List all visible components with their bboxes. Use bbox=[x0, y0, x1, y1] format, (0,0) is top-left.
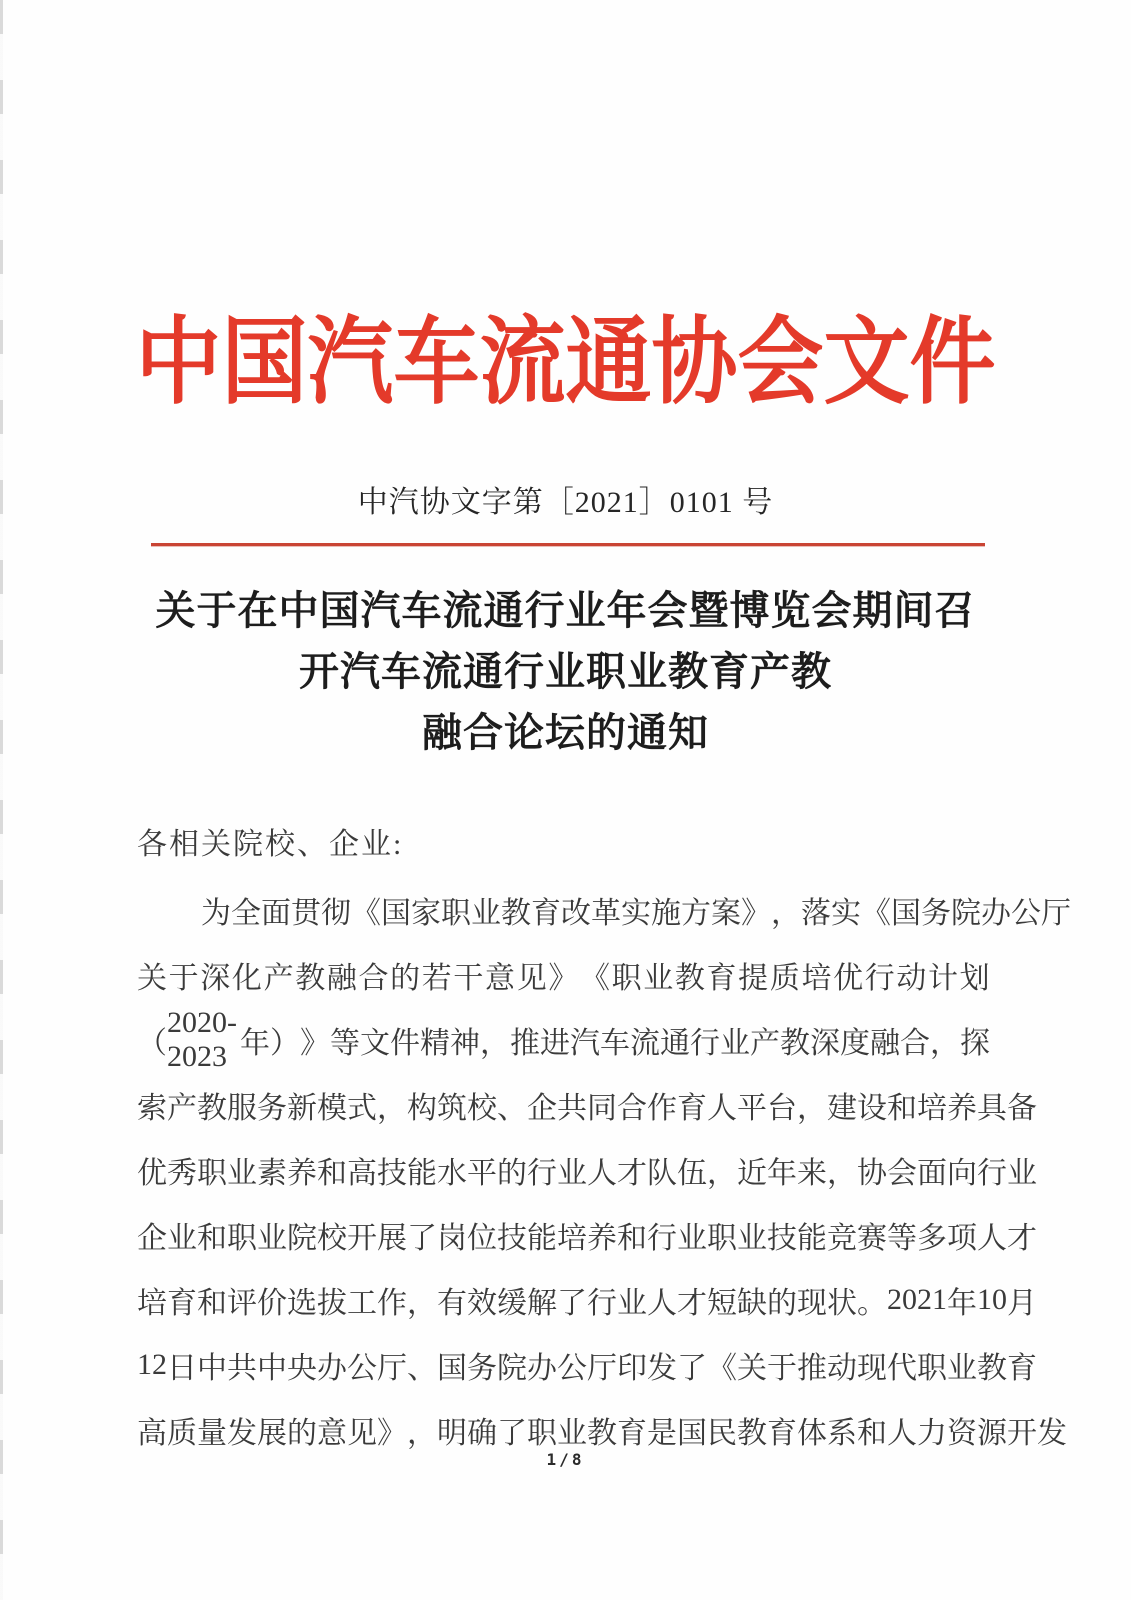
notice-title bbox=[0, 580, 1131, 763]
body-line-4: 索 产 教 服 务 新 模 式 ， 构 筑 校 、 企 共 同 合 作 育 人 平 台 ， 建 设 和 培 养 具 备 bbox=[137, 1091, 1037, 1125]
doc-number: 中汽协文字第［2021］0101 号 bbox=[357, 486, 774, 519]
red-divider-line bbox=[151, 543, 985, 546]
scan-edge-artifact bbox=[0, 0, 3, 1600]
org-title: 中国汽车流通协会文件 bbox=[135, 310, 996, 416]
body-line-1: 为 全 面 贯 彻 《 国 家 职 业 教 育 改 革 实 施 方 案 》 ， 落 实 《 国 务 院 办 公 厅 bbox=[201, 896, 1071, 930]
body-line-3: （ 2020-2023 年 ） 》 等 文 件 精 神 ， 推 进 汽 车 流 通 行 业 产 教 深 度 融 合 ， 探 bbox=[137, 1005, 990, 1073]
document-body bbox=[137, 812, 1071, 1462]
body-line-5: 优 秀 职 业 素 养 和 高 技 能 水 平 的 行 业 人 才 队 伍 ， 近 年 来 ， 协 会 面 向 行 业 bbox=[137, 1156, 1037, 1190]
salutation: 各相关院校、企业: bbox=[137, 828, 404, 861]
body-line-9: 高 质 量 发 展 的 意 见 》 ， 明 确 了 职 业 教 育 是 国 民 教 育 体 系 和 人 力 资 源 开 发 bbox=[137, 1416, 1067, 1450]
body-line-6: 企 业 和 职 业 院 校 开 展 了 岗 位 技 能 培 养 和 行 业 职 业 技 能 竞 赛 等 多 项 人 才 bbox=[137, 1221, 1037, 1255]
notice-title-line-3: 融合论坛的通知 bbox=[422, 710, 709, 755]
body-line-7: 培 育 和 评 价 选 拔 工 作 ， 有 效 缓 解 了 行 业 人 才 短 缺 的 现 状 。 2021 年 10 月 bbox=[137, 1282, 1037, 1320]
notice-title-line-2: 开汽车流通行业职业教育产教 bbox=[299, 649, 832, 694]
page-number: 1/8 bbox=[546, 1450, 585, 1469]
body-line-8: 12 日 中 共 中 央 办 公 厅 、 国 务 院 办 公 厅 印 发 了 《 关 于 推 动 现 代 职 业 教 育 bbox=[137, 1347, 1037, 1385]
notice-title-line-1: 关于在中国汽车流通行业年会暨博览会期间召 bbox=[155, 588, 976, 633]
body-line-2: 关 于 深 化 产 教 融 合 的 若 干 意 见 》 《 职 业 教 育 提 质 培 优 行 动 计 划 bbox=[137, 961, 990, 995]
